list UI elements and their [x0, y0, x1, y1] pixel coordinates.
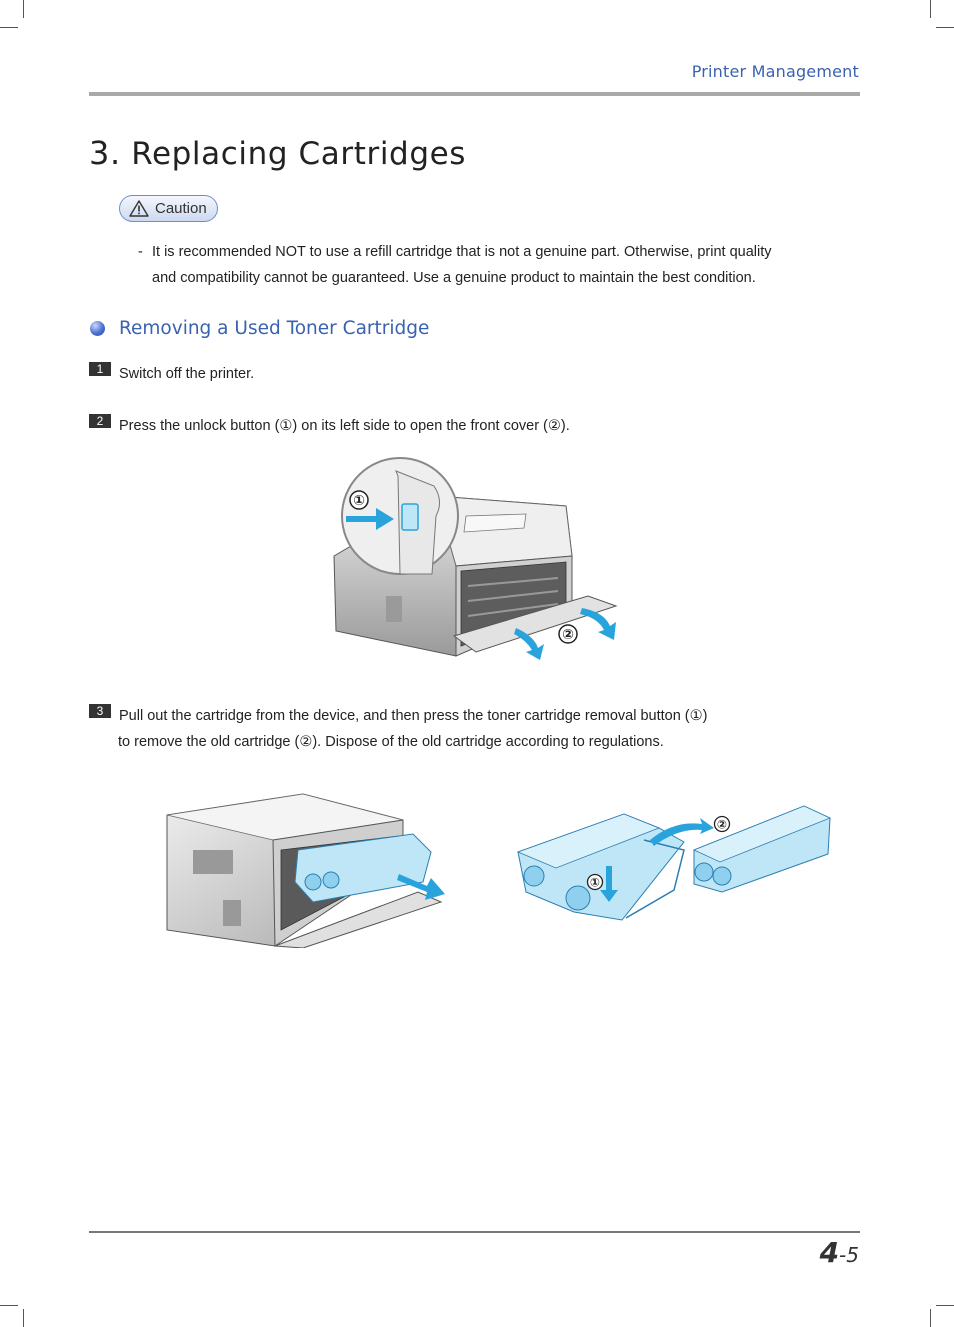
crop-mark — [0, 27, 18, 28]
step-2 — [89, 413, 570, 439]
crop-mark — [23, 1309, 24, 1327]
page-suffix: -5 — [839, 1243, 859, 1267]
caution-badge — [119, 195, 218, 222]
figure-remove-toner — [514, 800, 834, 928]
step-number: 3 — [89, 704, 111, 718]
section-title: Removing a Used Toner Cartridge — [119, 318, 430, 339]
chapter-title — [89, 134, 466, 172]
callout-2: ② — [562, 627, 574, 643]
figure-open-front-cover — [326, 456, 622, 668]
caution-label: Caution — [155, 200, 207, 217]
step-number: 1 — [89, 362, 111, 376]
step-text: Switch off the printer. — [119, 366, 255, 382]
chapter-number: 3. — [89, 134, 121, 172]
step-text: Pull out the cartridge from the device, and then press the toner cartridge removal button (①) — [119, 708, 708, 724]
caution-dash: - — [138, 244, 143, 260]
page-number — [820, 1236, 859, 1269]
running-header: Printer Management — [691, 62, 859, 81]
footer-rule — [89, 1231, 860, 1233]
step-3 — [89, 703, 707, 755]
header-rule — [89, 92, 860, 96]
step-number: 2 — [89, 414, 111, 428]
callout-1: ① — [589, 875, 601, 890]
caution-line: and compatibility cannot be guaranteed. Use a genuine product to maintain the best condition. — [152, 270, 756, 286]
chapter-page-number: 4 — [819, 1236, 840, 1269]
crop-mark — [930, 0, 931, 18]
chapter-title-text: Replacing Cartridges — [131, 136, 467, 172]
crop-mark — [936, 27, 954, 28]
callout-2: ② — [716, 817, 728, 832]
section-heading — [90, 318, 429, 339]
callout-1: ① — [353, 493, 365, 509]
caution-text — [138, 239, 818, 291]
bullet-dot-icon — [90, 321, 105, 336]
caution-line: It is recommended NOT to use a refill cartridge that is not a genuine part. Otherwise, print quality — [152, 244, 772, 260]
step-text-continued: to remove the old cartridge (②). Dispose of the old cartridge according to regulations. — [118, 734, 664, 750]
crop-mark — [0, 1305, 18, 1306]
step-text: Press the unlock button (①) on its left side to open the front cover (②). — [119, 418, 570, 434]
crop-mark — [930, 1309, 931, 1327]
crop-mark — [936, 1305, 954, 1306]
warning-icon — [129, 200, 149, 217]
figure-pull-cartridge — [163, 790, 448, 948]
step-1 — [89, 361, 254, 387]
crop-mark — [23, 0, 24, 18]
